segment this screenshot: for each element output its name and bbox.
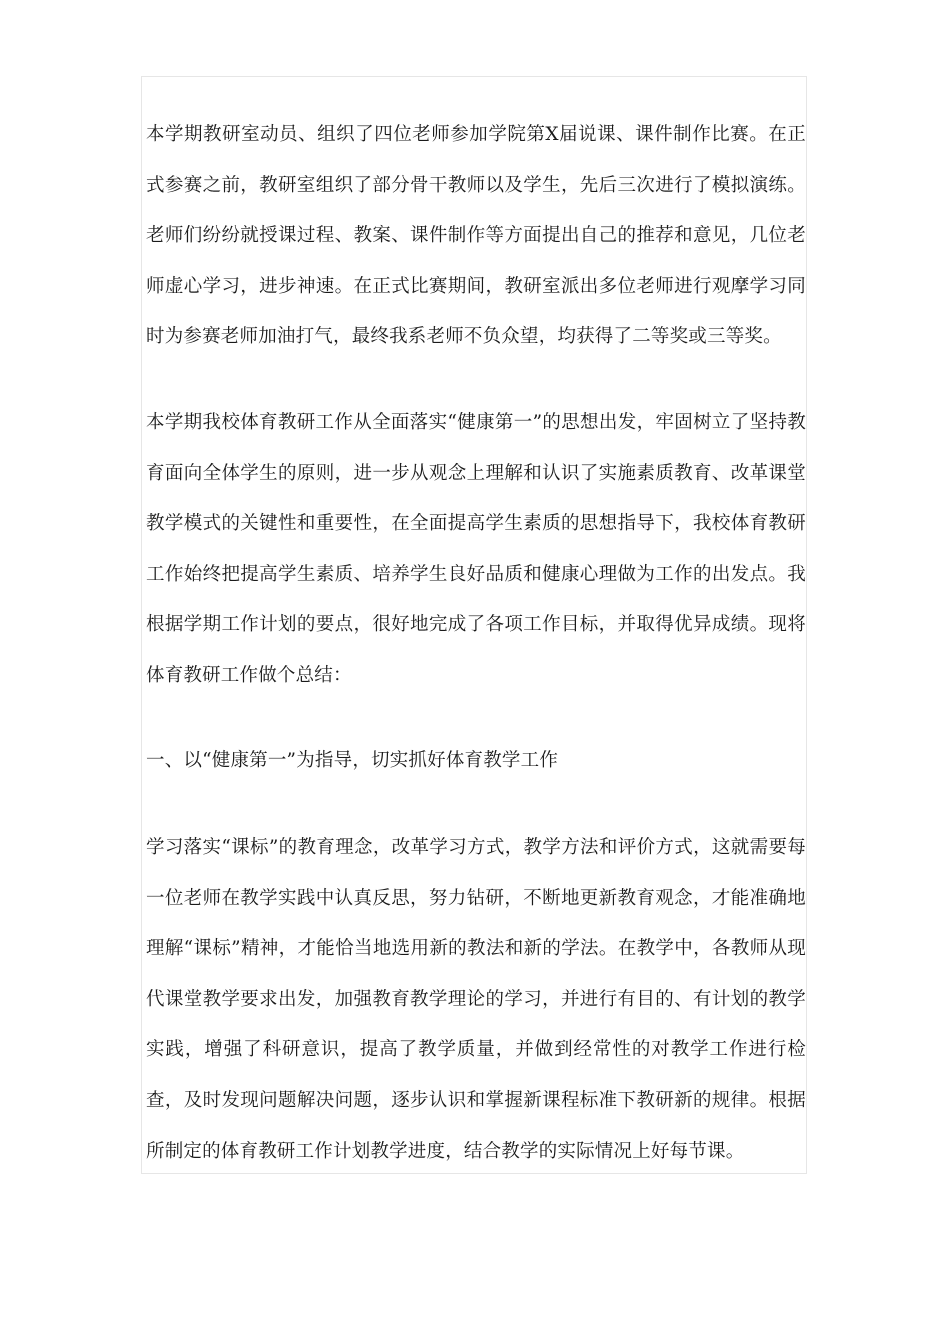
paragraph-pe-summary-intro: 本学期我校体育教研工作从全面落实“健康第一”的思想出发，牢固树立了坚持教育面向全体学生的原则，进一步从观念上理解和认识了实施素质教育、改革课堂教学模式的关键性和重要性，在全面提高学生素质的思想指导下，我校体育教研工作始终把提高学生素质、培养学生良好品质和健康心理做为工作的出发点。我根据学期工作计划的要点，很好地完成了各项工作目标，并取得优异成绩。现将体育教研工作做个总结：: [146, 412, 806, 686]
section-heading-health-first: 一、以“健康第一”为指导，切实抓好体育教学工作: [146, 750, 559, 771]
paragraph-curriculum-standards: 学习落实“课标”的教育理念，改革学习方式，教学方法和评价方式，这就需要每一位老师在教学实践中认真反思，努力钻研，不断地更新教育观念，才能准确地理解“课标”精神，才能恰当地选用新的教法和新的学法。在教学中，各教师从现代课堂教学要求出发，加强教育教学理论的学习，并进行有目的、有计划的教学实践，增强了科研意识，提高了教学质量，并做到经常性的对教学工作进行检查，及时发现问题解决问题，逐步认识和掌握新课程标准下教研新的规律。根据所制定的体育教研工作计划教学进度，结合教学的实际情况上好每节课。: [146, 837, 806, 1162]
paragraph-competition: 本学期教研室动员、组织了四位老师参加学院第X届说课、课件制作比赛。在正式参赛之前，教研室组织了部分骨干教师以及学生，先后三次进行了模拟演练。老师们纷纷就授课过程、教案、课件制作等方面提出自己的推荐和意见，几位老师虚心学习，进步神速。在正式比赛期间，教研室派出多位老师进行观摩学习同时为参赛老师加油打气，最终我系老师不负众望，均获得了二等奖或三等奖。: [146, 124, 806, 348]
